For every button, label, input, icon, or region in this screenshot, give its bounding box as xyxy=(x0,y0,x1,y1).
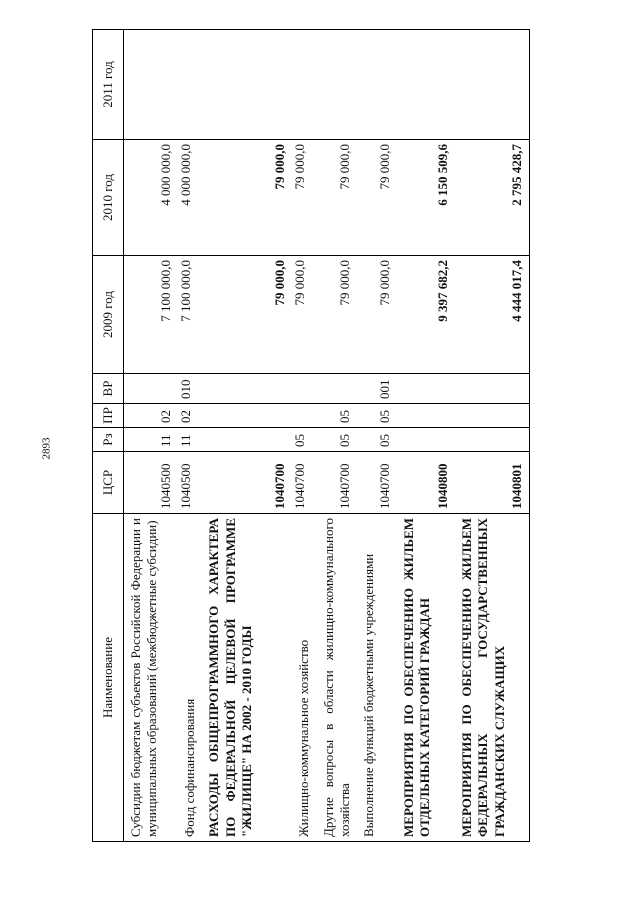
row-name: Субсидии бюджетам субъектов Российской Федерации и муниципальных образований (межбюджетные субсидии) xyxy=(124,514,179,842)
row-vr xyxy=(292,374,316,404)
table-row xyxy=(455,30,530,842)
table-row xyxy=(124,30,179,842)
row-2010: 4 000 000,0 xyxy=(124,140,179,256)
row-name: МЕРОПРИЯТИЯ ПО ОБЕСПЕЧЕНИЮ ЖИЛЬЕМ ОТДЕЛЬНЫХ КАТЕГОРИЙ ГРАЖДАН xyxy=(397,514,455,842)
row-2009: 7 100 000,0 xyxy=(124,256,179,374)
row-2011 xyxy=(397,30,455,140)
header-2011: 2011 год xyxy=(93,30,124,140)
row-2010: 79 000,0 xyxy=(357,140,397,256)
row-csr: 1040801 xyxy=(455,452,530,514)
row-csr: 1040500 xyxy=(178,452,202,514)
table-row xyxy=(357,30,397,842)
row-csr: 1040700 xyxy=(202,452,292,514)
row-2009: 79 000,0 xyxy=(292,256,316,374)
row-2010: 4 000 000,0 xyxy=(178,140,202,256)
row-2010: 79 000,0 xyxy=(292,140,316,256)
table-row xyxy=(292,30,316,842)
row-pr: 02 xyxy=(178,404,202,428)
row-rz: 05 xyxy=(317,428,358,452)
row-2009: 79 000,0 xyxy=(202,256,292,374)
row-vr xyxy=(124,374,179,404)
header-name: Наименование xyxy=(93,514,124,842)
row-2010: 79 000,0 xyxy=(202,140,292,256)
row-vr xyxy=(397,374,455,404)
row-2009: 79 000,0 xyxy=(317,256,358,374)
row-rz: 11 xyxy=(124,428,179,452)
row-pr xyxy=(292,404,316,428)
row-rz xyxy=(455,428,530,452)
row-rz: 11 xyxy=(178,428,202,452)
row-2009: 9 397 682,2 xyxy=(397,256,455,374)
row-vr xyxy=(202,374,292,404)
row-csr: 1040800 xyxy=(397,452,455,514)
row-pr: 05 xyxy=(317,404,358,428)
page-number: 2893 xyxy=(40,437,53,460)
row-2010: 79 000,0 xyxy=(317,140,358,256)
row-2011 xyxy=(357,30,397,140)
table-row xyxy=(178,30,202,842)
table-row xyxy=(397,30,455,842)
row-csr: 1040500 xyxy=(124,452,179,514)
row-rz xyxy=(202,428,292,452)
row-pr: 05 xyxy=(357,404,397,428)
header-pr: ПР xyxy=(93,404,124,428)
row-csr: 1040700 xyxy=(292,452,316,514)
row-name: Выполнение функций бюджетными учреждениями xyxy=(357,514,397,842)
row-pr xyxy=(397,404,455,428)
header-csr: ЦСР xyxy=(93,452,124,514)
row-vr: 010 xyxy=(178,374,202,404)
row-2011 xyxy=(317,30,358,140)
budget-table xyxy=(92,29,530,842)
row-name: Другие вопросы в области жилищно-коммунального хозяйства xyxy=(317,514,358,842)
row-rz xyxy=(397,428,455,452)
row-rz: 05 xyxy=(357,428,397,452)
row-2011 xyxy=(124,30,179,140)
row-pr xyxy=(455,404,530,428)
header-2010: 2010 год xyxy=(93,140,124,256)
row-csr: 1040700 xyxy=(357,452,397,514)
row-rz: 05 xyxy=(292,428,316,452)
row-2011 xyxy=(292,30,316,140)
row-2009: 4 444 017,4 xyxy=(455,256,530,374)
header-rz: Рз xyxy=(93,428,124,452)
row-2011 xyxy=(178,30,202,140)
row-2010: 2 795 428,7 xyxy=(455,140,530,256)
row-csr: 1040700 xyxy=(317,452,358,514)
table-row xyxy=(202,30,292,842)
row-name: РАСХОДЫ ОБЩЕПРОГРАММНОГО ХАРАКТЕРА ПО ФЕДЕРАЛЬНОЙ ЦЕЛЕВОЙ ПРОГРАММЕ "ЖИЛИЩЕ" НА 2002 - 2010 ГОДЫ xyxy=(202,514,292,842)
row-2011 xyxy=(202,30,292,140)
row-pr: 02 xyxy=(124,404,179,428)
row-pr xyxy=(202,404,292,428)
row-name: МЕРОПРИЯТИЯ ПО ОБЕСПЕЧЕНИЮ ЖИЛЬЕМ ФЕДЕРАЛЬНЫХ ГОСУДАРСТВЕННЫХ ГРАЖДАНСКИХ СЛУЖАЩИХ xyxy=(455,514,530,842)
row-vr xyxy=(317,374,358,404)
row-2010: 6 150 509,6 xyxy=(397,140,455,256)
row-name: Жилищно-коммунальное хозяйство xyxy=(292,514,316,842)
row-2011 xyxy=(455,30,530,140)
header-2009: 2009 год xyxy=(93,256,124,374)
row-2009: 7 100 000,0 xyxy=(178,256,202,374)
budget-page-rotated xyxy=(92,30,544,842)
row-vr: 001 xyxy=(357,374,397,404)
table-row xyxy=(317,30,358,842)
row-name: Фонд софинансирования xyxy=(178,514,202,842)
row-vr xyxy=(455,374,530,404)
table-header-row xyxy=(93,30,124,842)
header-vr: ВР xyxy=(93,374,124,404)
row-2009: 79 000,0 xyxy=(357,256,397,374)
